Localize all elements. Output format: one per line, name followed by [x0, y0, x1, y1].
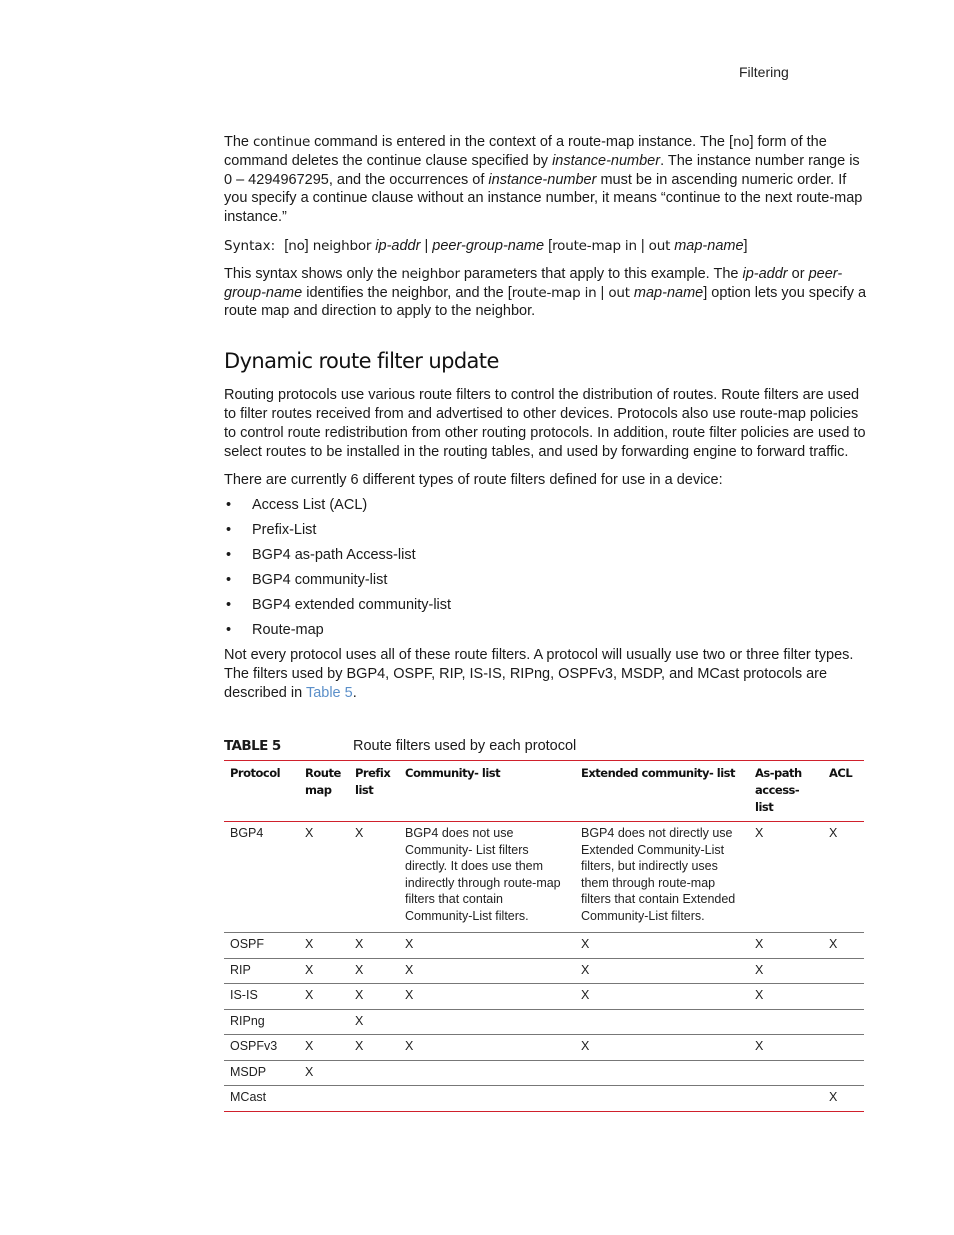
text: command is entered in the context of a route-map instance. The [ — [310, 134, 734, 150]
table-row — [224, 984, 864, 1010]
text: . — [352, 684, 357, 701]
table-cell — [749, 1009, 823, 1035]
table-cell: X — [349, 1009, 399, 1035]
table-cell — [575, 1009, 749, 1035]
param-map-name: map-name — [633, 284, 704, 301]
text: ] — [743, 237, 748, 254]
table-cell: MCast — [224, 1086, 299, 1112]
filter-types-intro: There are currently 6 different types of route filters defined for use in a device: — [224, 472, 723, 489]
page-content — [224, 133, 869, 702]
table-cell: MSDP — [224, 1060, 299, 1086]
intro-paragraph — [224, 133, 869, 227]
table-label: TABLE 5 — [224, 738, 281, 754]
table-caption — [224, 738, 577, 754]
table-cell: X — [749, 933, 823, 959]
table-cell: BGP4 does not directly use Extended Community-List filters, but indirectly uses them through route-map filters that contain Extended Community-List filters. — [575, 822, 749, 933]
table-cell: X — [349, 933, 399, 959]
param-instance-number: instance-number — [488, 171, 597, 188]
syntax-description — [224, 265, 869, 321]
table-cell — [399, 1060, 575, 1086]
text: ] — [304, 237, 313, 254]
table-cell — [823, 1009, 864, 1035]
table-reference-paragraph — [224, 646, 869, 702]
table-cell: X — [749, 984, 823, 1010]
text: parameters that apply to this example. The — [459, 265, 743, 282]
list-item-text: BGP4 as-path Access-list — [252, 547, 416, 564]
bullet-icon: • — [226, 597, 232, 614]
table-cell — [823, 984, 864, 1010]
column-header: Community- list — [399, 761, 575, 822]
text: | — [596, 284, 609, 301]
table-cell: X — [299, 984, 349, 1010]
table-cell: IS-IS — [224, 984, 299, 1010]
table-cell: X — [823, 1086, 864, 1112]
text: or — [787, 265, 809, 282]
table-row — [224, 1009, 864, 1035]
text: Not every protocol uses all of these route filters. A protocol will usually use two or three filter types. The filters used by BGP4, OSPF, RIP, IS-IS, RIPng, OSPFv3, MSDP, and MCast protocols are described in — [224, 647, 854, 701]
table-cell — [399, 1009, 575, 1035]
list-item — [224, 621, 869, 640]
table-cell — [823, 1060, 864, 1086]
table-cell — [349, 1086, 399, 1112]
table-row — [224, 1035, 864, 1061]
table-cell — [299, 1009, 349, 1035]
column-header: Route map — [299, 761, 349, 822]
list-item-text: BGP4 extended community-list — [252, 597, 452, 614]
table-cell — [575, 1086, 749, 1112]
table-header-row — [224, 761, 864, 822]
table-cell: OSPFv3 — [224, 1035, 299, 1061]
table-cell — [399, 1086, 575, 1112]
table-row — [224, 933, 864, 959]
table-cell: X — [575, 1035, 749, 1061]
list-item-text: BGP4 community-list — [252, 572, 388, 589]
table-cell — [749, 1060, 823, 1086]
table-cell: RIP — [224, 958, 299, 984]
table-cell: X — [299, 958, 349, 984]
table-cell: X — [399, 984, 575, 1010]
table-cell: X — [749, 1035, 823, 1061]
list-item-text: Access List (ACL) — [252, 497, 368, 514]
command-continue: continue — [253, 134, 311, 150]
param-peer-group-name: peer-group-name — [432, 237, 545, 254]
command-neighbor: neighbor — [312, 237, 372, 254]
table-row — [224, 1060, 864, 1086]
table-cell: X — [749, 822, 823, 933]
table-cell: X — [349, 958, 399, 984]
text: must be in ascending numeric order. If you specify a continue clause without an instance number, it means “continue to the next route-map instance.” — [224, 171, 863, 226]
text: ] option lets you specify a route map and direction to apply to the neighbor. — [224, 284, 867, 320]
command-route-map-in: route-map in — [552, 237, 637, 254]
param-instance-number: instance-number — [552, 152, 661, 169]
column-header: ACL — [823, 761, 864, 822]
table-cell: X — [349, 822, 399, 933]
section-paragraph: Routing protocols use various route filters to control the distribution of routes. Route filters are used to filter routes received from and advertised to other devices. Protocols also use route-map policies to control route redistribution from other routing protocols. In addition, route filter policies are used to select routes to be installed in the routing tables, and used by forwarding engine to forward traffic. — [224, 387, 866, 460]
list-item — [224, 546, 869, 565]
text: The — [224, 134, 254, 150]
bullet-icon: • — [226, 572, 232, 589]
table-cell: X — [349, 1035, 399, 1061]
list-item — [224, 571, 869, 590]
table-cell: X — [399, 1035, 575, 1061]
table-cell — [299, 1086, 349, 1112]
bullet-icon: • — [226, 622, 232, 639]
route-filters-table — [224, 760, 864, 1112]
table-cell — [823, 958, 864, 984]
list-item-text: Route-map — [252, 622, 324, 639]
param-ip-addr: ip-addr — [375, 237, 421, 254]
table-row — [224, 1086, 864, 1112]
syntax-line — [224, 237, 869, 256]
syntax-label: Syntax: — [224, 237, 276, 254]
table-cell — [749, 1086, 823, 1112]
table-cell: X — [399, 958, 575, 984]
list-item — [224, 596, 869, 615]
bullet-icon: • — [226, 547, 232, 564]
text: ] form of the command deletes the continue clause specified by — [224, 134, 827, 169]
param-map-name: map-name — [674, 237, 744, 254]
text: | — [420, 237, 433, 254]
text: . The instance number range is 0 – 4294967295, and the occurrences of — [224, 152, 860, 188]
table-cell: X — [299, 822, 349, 933]
table-cell: X — [823, 822, 864, 933]
table-cell: X — [575, 958, 749, 984]
bullet-icon: • — [226, 497, 232, 514]
table-cell: X — [349, 984, 399, 1010]
table-cell — [823, 1035, 864, 1061]
param-ip-addr: ip-addr — [742, 265, 788, 282]
param-peer-group-name: peer-group-name — [224, 265, 843, 301]
list-item — [224, 521, 869, 540]
table-cell: X — [299, 933, 349, 959]
text: identifies the neighbor, and the [ — [302, 284, 512, 301]
command-route-map-in: route-map in — [511, 284, 597, 301]
command-out: out — [648, 237, 671, 254]
column-header: Prefix list — [349, 761, 399, 822]
table-row — [224, 958, 864, 984]
command-no: no — [733, 134, 750, 150]
table-title: Route filters used by each protocol — [353, 738, 577, 754]
section-heading: Dynamic route filter update — [224, 349, 499, 374]
list-item-text: Prefix-List — [252, 522, 317, 539]
table-5-link[interactable]: Table 5 — [305, 684, 353, 701]
column-header: Protocol — [224, 761, 299, 822]
table-cell: OSPF — [224, 933, 299, 959]
table-cell: X — [749, 958, 823, 984]
column-header: Extended community- list — [575, 761, 749, 822]
command-no: no — [288, 237, 305, 254]
table-cell: X — [299, 1060, 349, 1086]
text: [ — [284, 237, 289, 254]
text: | — [636, 237, 649, 254]
table-cell — [349, 1060, 399, 1086]
table-row — [224, 822, 864, 933]
table-cell: RIPng — [224, 1009, 299, 1035]
command-neighbor: neighbor — [401, 265, 460, 282]
table-cell: X — [823, 933, 864, 959]
list-item — [224, 496, 869, 515]
column-header: As-path access- list — [749, 761, 823, 822]
table-cell: X — [399, 933, 575, 959]
table-cell: BGP4 — [224, 822, 299, 933]
table-cell: X — [575, 984, 749, 1010]
text: This syntax shows only the — [224, 265, 402, 282]
bullet-icon: • — [226, 522, 232, 539]
table-cell: BGP4 does not use Community- List filters directly. It does use them indirectly through route-map filters that contain Community-List filters. — [399, 822, 575, 933]
command-out: out — [608, 284, 630, 301]
table-cell — [575, 1060, 749, 1086]
text: [ — [544, 237, 553, 254]
filter-types-list — [224, 496, 869, 640]
running-header: Filtering — [739, 64, 789, 80]
table-cell: X — [299, 1035, 349, 1061]
table-cell: X — [575, 933, 749, 959]
